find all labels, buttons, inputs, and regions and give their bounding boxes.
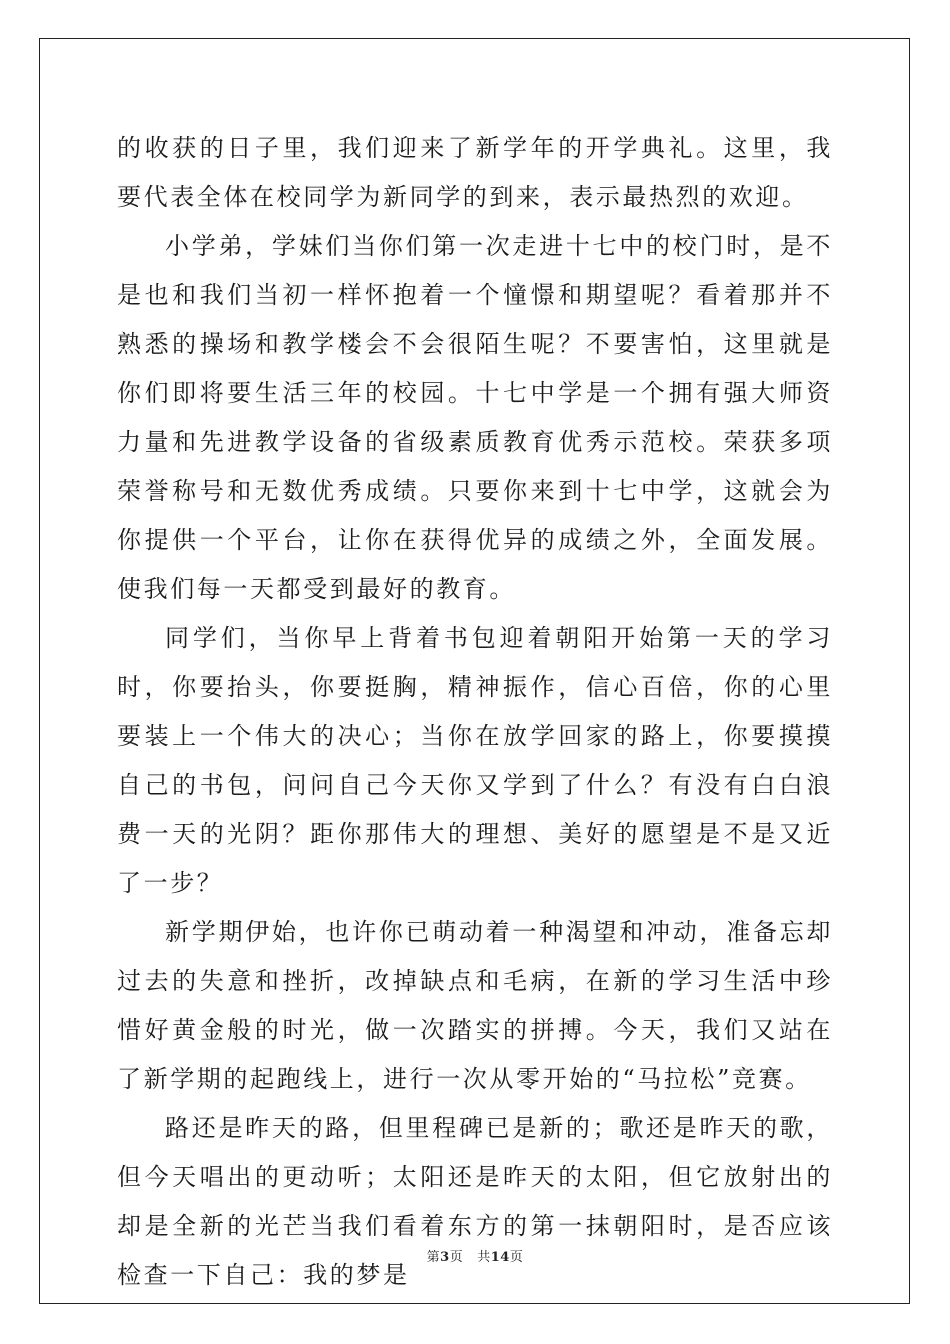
page-suffix: 页 bbox=[449, 1250, 464, 1265]
paragraph: 路还是昨天的路，但里程碑已是新的；歌还是昨天的歌，但今天唱出的更动听；太阳还是昨天的太阳，但它放射出的却是全新的光芒当我们看着东方的第一抹朝阳时，是否应该检查一下自己：我的梦是 bbox=[117, 1114, 833, 1289]
paragraph: 的收获的日子里，我们迎来了新学年的开学典礼。这里，我要代表全体在校同学为新同学的到来，表示最热烈的欢迎。 bbox=[117, 134, 833, 211]
paragraph: 新学期伊始，也许你已萌动着一种渴望和冲动，准备忘却过去的失意和挫折，改掉缺点和毛病，在新的学习生活中珍惜好黄金般的时光，做一次踏实的拼搏。今天，我们又站在了新学期的起跑线上，进行一次从零开始的“马拉松”竞赛。 bbox=[117, 918, 833, 1093]
page-prefix: 第 bbox=[426, 1250, 441, 1265]
total-pages: 14 bbox=[490, 1250, 510, 1265]
total-suffix: 页 bbox=[509, 1250, 524, 1265]
total-prefix: 共 bbox=[477, 1250, 491, 1265]
paragraph: 小学弟，学妹们当你们第一次走进十七中的校门时，是不是也和我们当初一样怀抱着一个憧憬和期望呢？看着那并不熟悉的操场和教学楼会不会很陌生呢？不要害怕，这里就是你们即将要生活三年的校园。十七中学是一个拥有强大师资力量和先进教学设备的省级素质教育优秀示范校。荣获多项荣誉称号和无数优秀成绩。只要你来到十七中学，这就会为你提供一个平台，让你在获得优异的成绩之外，全面发展。使我们每一天都受到最好的教育。 bbox=[117, 232, 833, 603]
page-footer bbox=[0, 1246, 950, 1265]
document-body bbox=[117, 124, 833, 1300]
page-number: 3 bbox=[440, 1250, 450, 1265]
paragraph: 同学们，当你早上背着书包迎着朝阳开始第一天的学习时，你要抬头，你要挺胸，精神振作，信心百倍，你的心里要装上一个伟大的决心；当你在放学回家的路上，你要摸摸自己的书包，问问自己今天你又学到了什么？有没有白白浪费一天的光阴？距你那伟大的理想、美好的愿望是不是又近了一步？ bbox=[117, 624, 833, 897]
